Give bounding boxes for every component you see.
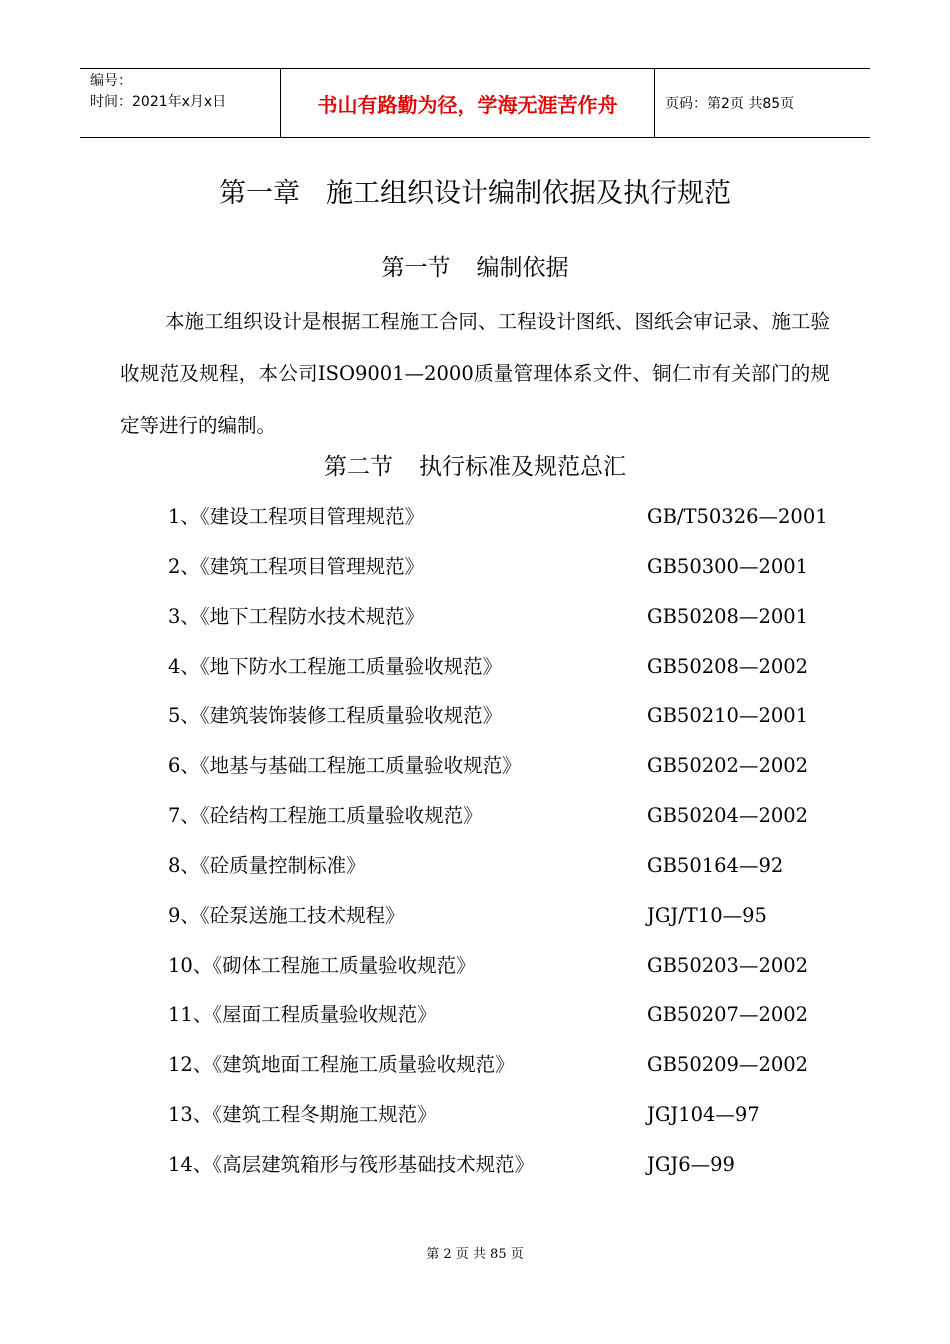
header-motto: 书山有路勤为径，学海无涯苦作舟: [281, 69, 655, 137]
standard-name: 12、《建筑地面工程施工质量验收规范》: [168, 1053, 515, 1077]
list-item: [0, 642, 950, 692]
list-item: [0, 492, 950, 542]
header-page-info: 页码：第2页 共85页: [665, 96, 795, 112]
standard-name: 4、《地下防水工程施工质量验收规范》: [168, 654, 503, 678]
standard-code: GB50164—92: [647, 853, 784, 877]
standard-code: GB50204—2002: [647, 804, 809, 828]
list-item: [0, 1040, 950, 1090]
list-item: [0, 741, 950, 791]
standard-name: 9、《砼泵送施工技术规程》: [168, 903, 405, 927]
standard-code: JGJ/T10—95: [647, 903, 767, 927]
page-header: [80, 68, 870, 138]
standard-name: 5、《建筑装饰装修工程质量验收规范》: [168, 704, 503, 728]
header-meta: [80, 69, 281, 137]
standard-code: GB50203—2002: [647, 953, 809, 977]
standard-code: GB50202—2002: [647, 754, 809, 778]
standard-name: 2、《建筑工程项目管理规范》: [168, 554, 425, 578]
standards-list: [0, 492, 950, 1190]
list-item: [0, 791, 950, 841]
list-item: [0, 841, 950, 891]
header-number: 编号：: [90, 73, 132, 89]
list-item: [0, 1090, 950, 1140]
chapter-subtitle: 施工组织设计编制依据及执行规范: [326, 178, 731, 209]
section1-paragraph: 本施工组织设计是根据工程施工合同、工程设计图纸、图纸会审记录、施工验收规范及规程，本公司ISO9001—2000质量管理体系文件、铜仁市有关部门的规定等进行的编制。: [120, 310, 830, 437]
header-date: 时间：2021年x月x日: [90, 94, 227, 110]
section2-subtitle: 执行标准及规范总汇: [419, 454, 626, 480]
chapter-title: [0, 172, 950, 216]
standard-code: GB50210—2001: [647, 704, 809, 728]
standard-name: 13、《建筑工程冬期施工规范》: [168, 1103, 437, 1127]
list-item: [0, 592, 950, 642]
section1-number: 第一节: [381, 255, 451, 281]
standard-name: 11、《屋面工程质量验收规范》: [168, 1003, 437, 1027]
standard-name: 3、《地下工程防水技术规范》: [168, 604, 425, 628]
standard-name: 6、《地基与基础工程施工质量验收规范》: [168, 754, 522, 778]
list-item: [0, 941, 950, 991]
standard-name: 1、《建设工程项目管理规范》: [168, 505, 425, 528]
standard-code: GB50300—2001: [647, 554, 809, 578]
section2-title: [0, 449, 950, 485]
standard-name: 7、《砼结构工程施工质量验收规范》: [168, 804, 483, 828]
list-item: [0, 691, 950, 741]
standard-name: 10、《砌体工程施工质量验收规范》: [168, 953, 476, 977]
list-item: [0, 1140, 950, 1190]
standard-code: JGJ104—97: [647, 1103, 760, 1127]
standard-code: GB50209—2002: [647, 1053, 809, 1077]
section1-title: [0, 250, 950, 286]
section1-subtitle: 编制依据: [476, 255, 569, 281]
page-footer: 第 2 页 共 85 页: [426, 1247, 524, 1262]
list-item: [0, 990, 950, 1040]
standard-code: GB/T50326—2001: [647, 505, 828, 528]
standard-name: 8、《砼质量控制标准》: [168, 853, 366, 877]
section2-number: 第二节: [324, 454, 393, 480]
standard-code: GB50208—2001: [647, 604, 809, 628]
list-item: [0, 542, 950, 592]
chapter-number: 第一章: [219, 178, 300, 209]
standard-name: 14、《高层建筑箱形与筏形基础技术规范》: [168, 1152, 535, 1176]
standard-code: GB50207—2002: [647, 1003, 809, 1027]
standard-code: JGJ6—99: [647, 1152, 735, 1176]
list-item: [0, 891, 950, 941]
standard-code: GB50208—2002: [647, 654, 809, 678]
